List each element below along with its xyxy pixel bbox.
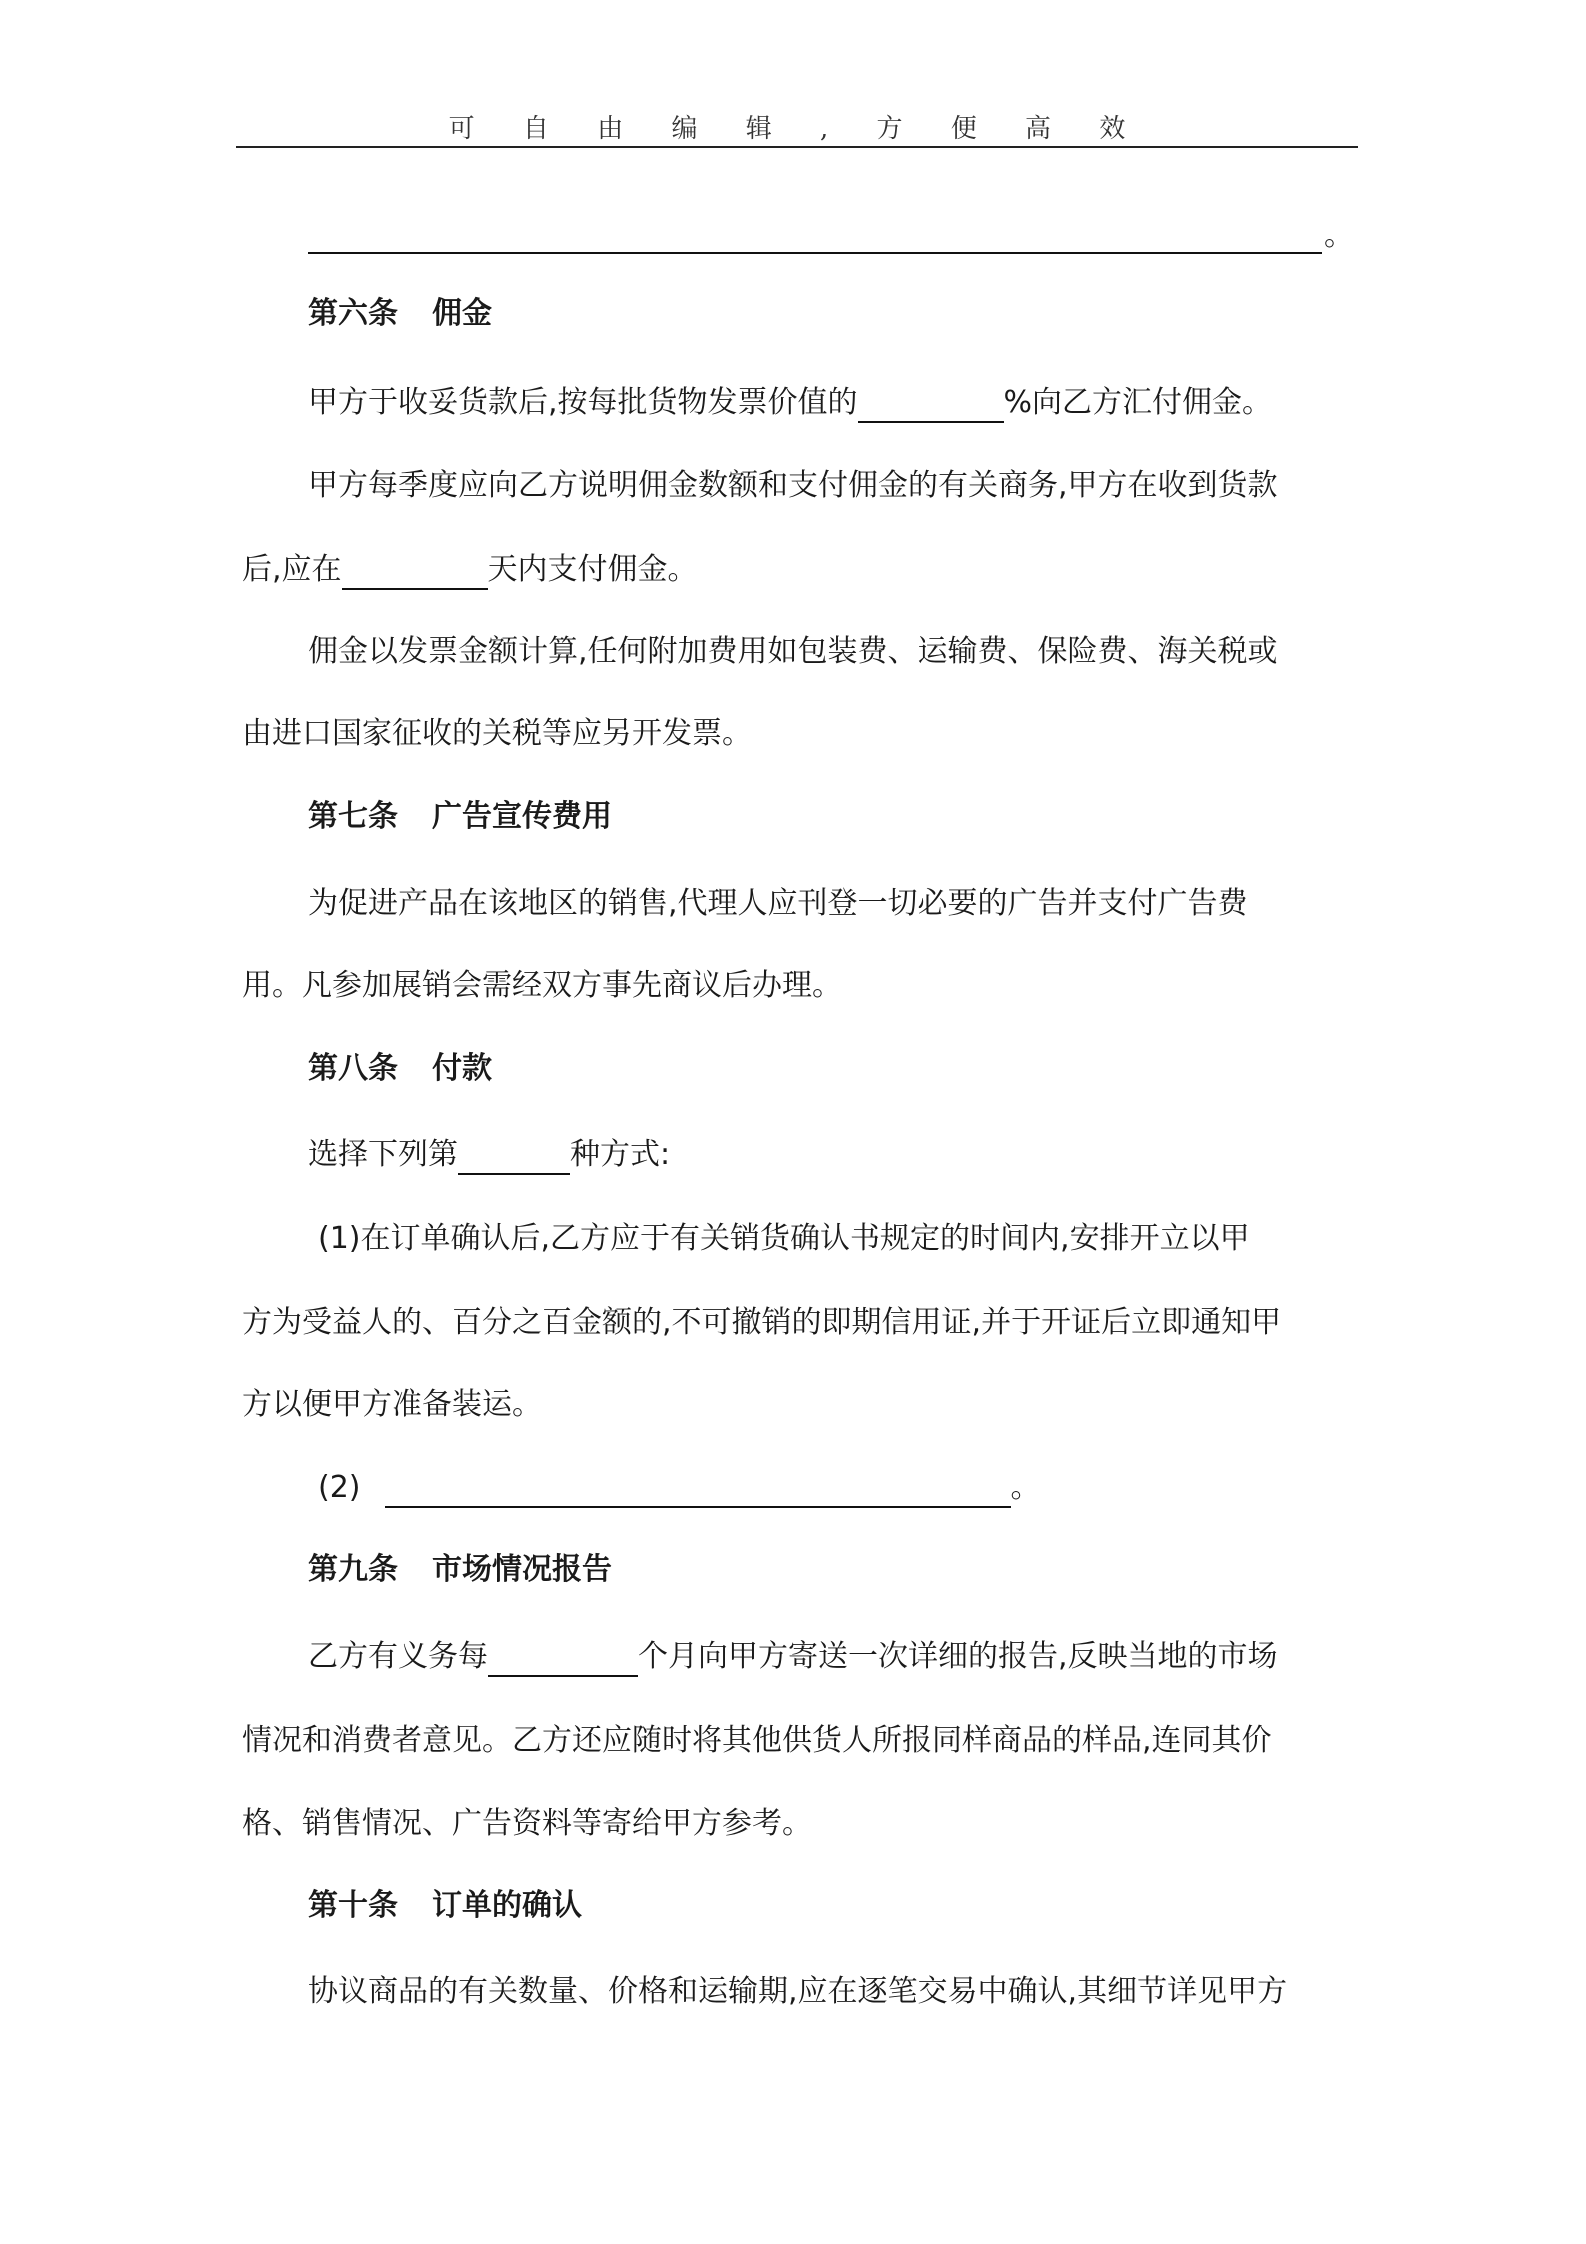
article-title: 市场情况报告 (432, 1552, 612, 1587)
text: (2) (318, 1470, 361, 1505)
text: 甲方于收妥货款后,按每批货物发票价值的 (308, 385, 858, 420)
article-10-heading (308, 1886, 582, 1926)
paragraph-line (308, 383, 1272, 423)
paragraph-line: 情况和消费者意见。乙方还应随时将其他供货人所报同样商品的样品,连同其价 (242, 1723, 1272, 1758)
method-blank[interactable] (458, 1141, 570, 1175)
paragraph-line: 甲方每季度应向乙方说明佣金数额和支付佣金的有关商务,甲方在收到货款 (308, 468, 1278, 503)
paragraph-line: 方以便甲方准备装运。 (242, 1387, 542, 1422)
article-number: 第九条 (308, 1552, 398, 1587)
text: 天内支付佣金。 (487, 552, 698, 587)
article-number: 第八条 (308, 1051, 398, 1086)
article-8-heading (308, 1049, 492, 1089)
article-number: 第七条 (308, 799, 398, 834)
article-6-heading (308, 294, 492, 334)
paragraph-line: 协议商品的有关数量、价格和运输期,应在逐笔交易中确认,其细节详见甲方 (308, 1974, 1288, 2009)
article-title: 广告宣传费用 (432, 799, 612, 834)
paragraph-line (242, 550, 698, 590)
period: 。 (1010, 1470, 1041, 1505)
text: 乙方有义务每 (308, 1639, 488, 1674)
article-title: 订单的确认 (432, 1888, 582, 1923)
article-title: 付款 (432, 1051, 492, 1086)
paragraph-line (308, 1135, 670, 1175)
fill-blank-line[interactable] (308, 222, 1322, 254)
text: %向乙方汇付佣金。 (1003, 385, 1273, 420)
months-blank[interactable] (488, 1643, 638, 1677)
article-9-heading (308, 1550, 612, 1590)
percent-blank[interactable] (858, 389, 1004, 423)
option-2-blank[interactable] (385, 1474, 1011, 1508)
article-number: 第十条 (308, 1888, 398, 1923)
text: 个月向甲方寄送一次详细的报告,反映当地的市场 (638, 1639, 1278, 1674)
paragraph-line: 格、销售情况、广告资料等寄给甲方参考。 (242, 1806, 812, 1841)
paragraph-line: 方为受益人的、百分之百金额的,不可撤销的即期信用证,并于开证后立即通知甲 (242, 1305, 1282, 1340)
paragraph-line (308, 1637, 1278, 1677)
paragraph-line: 由进口国家征收的关税等应另开发票。 (242, 716, 752, 751)
paragraph-line: 为促进产品在该地区的销售,代理人应刊登一切必要的广告并支付广告费 (308, 886, 1248, 921)
text: 种方式: (570, 1137, 671, 1172)
text: 后,应在 (242, 552, 342, 587)
article-7-heading (308, 797, 612, 837)
article-number: 第六条 (308, 296, 398, 331)
article-title: 佣金 (432, 296, 492, 331)
paragraph-line (318, 1468, 1041, 1508)
paragraph-line: 佣金以发票金额计算,任何附加费用如包装费、运输费、保险费、海关税或 (308, 634, 1278, 669)
text: 选择下列第 (308, 1137, 458, 1172)
page-header: 可 自 由 编 辑 , 方 便 高 效 (448, 114, 1146, 144)
header-rule (236, 146, 1358, 148)
days-blank[interactable] (342, 556, 488, 590)
paragraph-line: (1)在订单确认后,乙方应于有关销货确认书规定的时间内,安排开立以甲 (318, 1221, 1250, 1256)
paragraph-line: 用。凡参加展销会需经双方事先商议后办理。 (242, 968, 842, 1003)
period: 。 (1324, 218, 1354, 253)
